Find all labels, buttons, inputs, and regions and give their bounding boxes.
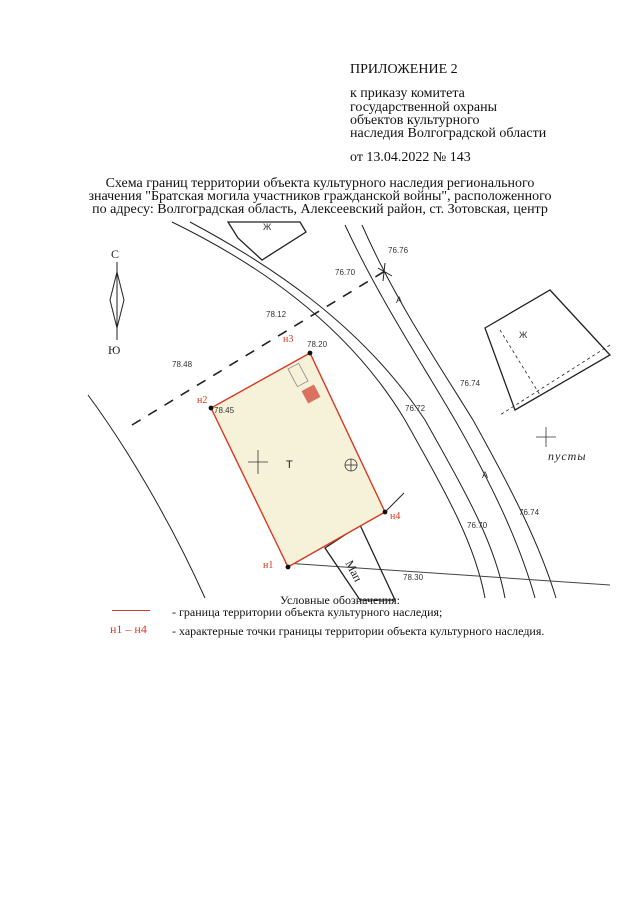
north-label: С (111, 247, 120, 261)
building-right (485, 290, 610, 410)
elev-10: 76.74 (519, 508, 540, 517)
point-n3 (308, 351, 313, 356)
road-line-3 (345, 225, 535, 598)
legend-line-desc: - граница территории объекта культурного наследия; (172, 605, 443, 619)
elev-5: 78.48 (172, 360, 193, 369)
order-line-4: наследия Волгоградской области (350, 126, 547, 141)
road-line-4 (362, 225, 556, 598)
order-date-number: от 13.04.2022 № 143 (350, 150, 471, 165)
label-n4: н4 (390, 511, 401, 522)
elev-3: 78.12 (266, 310, 287, 319)
building-mark-2: Ж (519, 330, 528, 340)
title-line-1: Схема границ территории объекта культурного наследия регионального (105, 176, 535, 191)
left-curve (88, 395, 208, 598)
appendix-label: ПРИЛОЖЕНИЕ 2 (350, 62, 458, 77)
street-label-2: Мап (342, 557, 366, 585)
elev-2: 76.70 (335, 268, 356, 277)
elev-4: 78.20 (307, 340, 328, 349)
legend-boundary-line (112, 610, 150, 611)
road-mark-1: А (396, 295, 403, 305)
territory-polygon (211, 353, 385, 567)
legend-points-symbol: н1 – н4 (110, 622, 147, 636)
legend-title: Условные обозначения: (280, 593, 401, 607)
elev-7: 76.74 (460, 379, 481, 388)
territory-mark: Т (286, 459, 293, 471)
lower-line (285, 563, 610, 585)
title-line-2: значения "Братская могила участников гражданской войны", расположенного (88, 189, 552, 204)
label-n1: н1 (263, 560, 274, 571)
title-line-3: по адресу: Волгоградская область, Алексеевский район, ст. Зотовская, центр (92, 202, 548, 217)
building-mark-1: Ж (263, 222, 272, 232)
street-label: пусты (548, 449, 587, 463)
point-n1 (286, 565, 291, 570)
elev-1: 76.76 (388, 246, 409, 255)
south-label: Ю (108, 343, 121, 357)
elev-8: 76.72 (405, 404, 426, 413)
order-line-1: к приказу комитета (350, 86, 465, 101)
elev-11: 78.30 (403, 573, 424, 582)
order-line-3: объектов культурного (350, 113, 480, 128)
road-mark-2: А (482, 470, 489, 480)
point-n2 (209, 406, 214, 411)
elev-6: 78.45 (214, 406, 235, 415)
legend-points-desc: - характерные точки границы территории объекта культурного наследия. (172, 624, 545, 638)
elev-9: 76.70 (467, 521, 488, 530)
label-n2: н2 (197, 395, 208, 406)
label-n3: н3 (283, 334, 294, 345)
compass-icon (110, 262, 124, 340)
order-line-2: государственной охраны (350, 100, 498, 115)
